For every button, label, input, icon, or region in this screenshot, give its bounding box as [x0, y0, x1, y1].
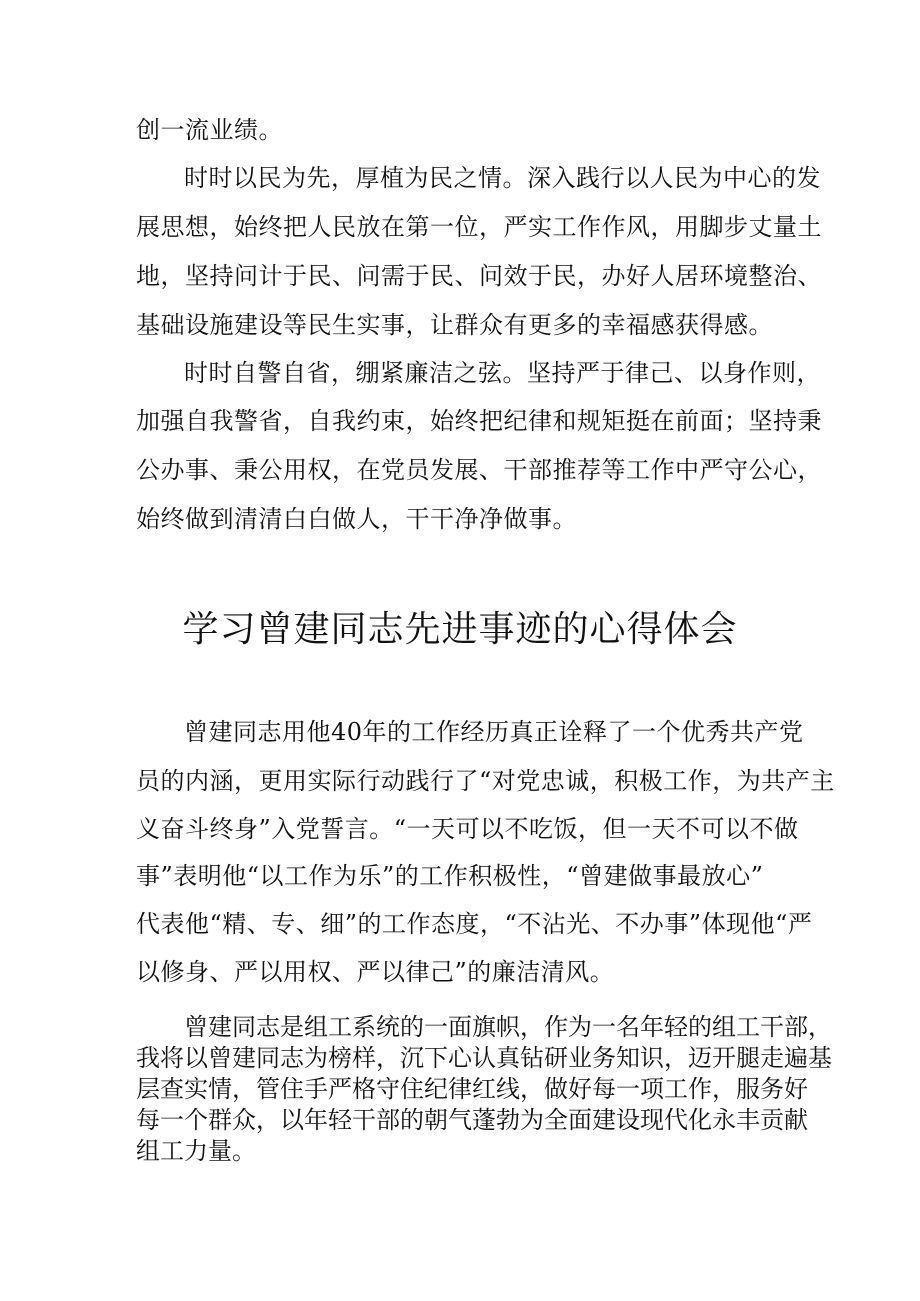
- text-line: 时时自警自省，绷紧廉洁之弦。坚持严于律己、以身作则，: [184, 359, 821, 387]
- text-line: 代表他“精、专、细”的工作态度，“不沾光、不办事”体现他“严: [136, 910, 813, 938]
- text-line: 公办事、秉公用权，在党员发展、干部推荐等工作中严守公心，: [136, 456, 822, 484]
- text-line: 曾建同志是组工系统的一面旗帜，作为一名年轻的组工干部，: [184, 1013, 832, 1041]
- text-line: 时时以民为先，厚植为民之情。深入践行以人民为中心的发: [184, 164, 821, 192]
- text-line: 我将以曾建同志为榜样，沉下心认真钻研业务知识，迈开腿走遍基: [136, 1044, 832, 1072]
- text-line: 以修身、严以用权、严以律己”的廉洁清风。: [136, 958, 615, 986]
- text-line: 始终做到清清白白做人，干干净净做事。: [136, 505, 577, 533]
- text-line: 展思想，始终把人民放在第一位，严实工作作风，用脚步丈量土: [136, 213, 822, 241]
- page-title: 学习曾建同志先进事迹的心得体会: [182, 609, 738, 650]
- text-line: 层查实情，管住手严格守住纪律红线，做好每一项工作，服务好: [136, 1075, 808, 1103]
- text-line: 创一流业绩。: [136, 116, 283, 144]
- text-line: 每一个群众，以年轻干部的朝气蓬勃为全面建设现代化永丰贡献: [136, 1106, 808, 1134]
- text-line: 基础设施建设等民生实事，让群众有更多的幸福感获得感。: [136, 311, 773, 339]
- text-line: 曾建同志用他40年的工作经历真正诠释了一个优秀共产党: [184, 718, 804, 746]
- text-line: 义奋斗终身”入党誓言。“一天可以不吃饭，但一天不可以不做: [136, 815, 799, 843]
- text-line: 事”表明他“以工作为乐”的工作积极性，“曾建做事最放心”: [136, 862, 764, 890]
- text-line: 加强自我警省，自我约束，始终把纪律和规矩挺在前面；坚持秉: [136, 407, 822, 435]
- text-line: 地，坚持问计于民、问需于民、问效于民，办好人居环境整治、: [136, 262, 822, 290]
- text-line: 组工力量。: [136, 1137, 256, 1165]
- text-line: 员的内涵，更用实际行动践行了“对党忠诚，积极工作，为共产主: [136, 767, 835, 795]
